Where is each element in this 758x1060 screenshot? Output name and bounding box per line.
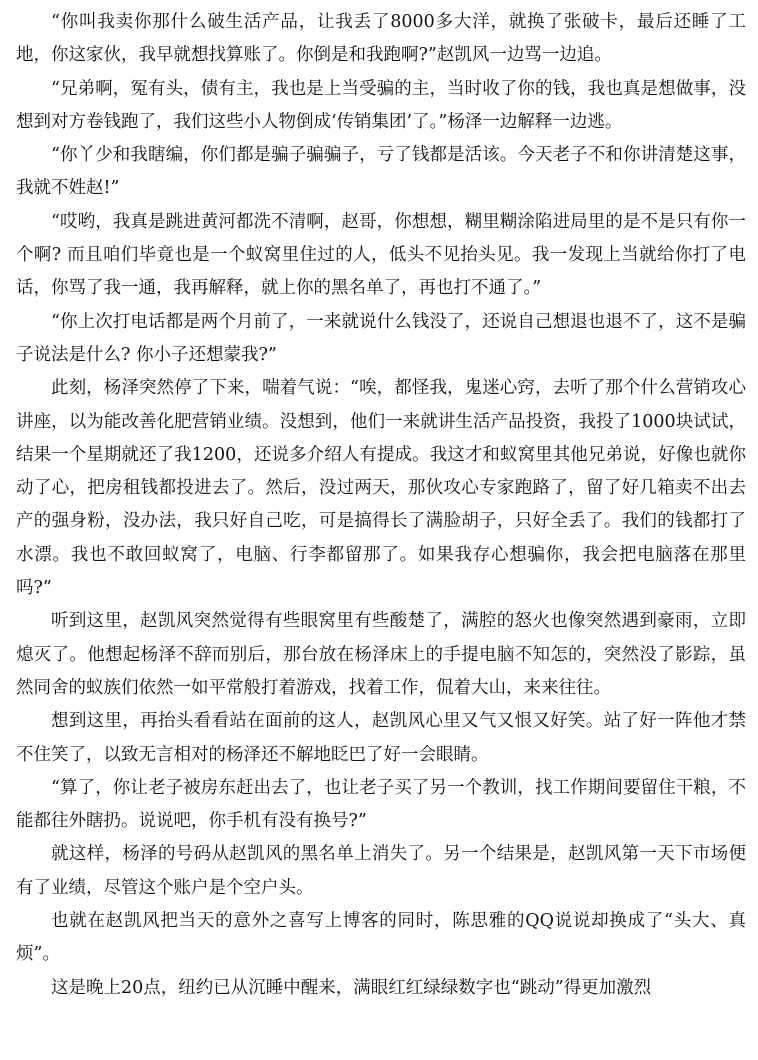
paragraph-6: 此刻，杨泽突然停了下来，喘着气说：“唉，都怪我，鬼迷心窍，去听了那个什么营销攻心讲座，以为能改善化肥营销业绩。没想到，他们一来就讲生活产品投资，我投了1000块试试，结果一个星期就还了我1200，还说多介绍人有提成。我这才和蚁窝里其他兄弟说，好像也就你动了心，把房租钱都投进去了。然后，没过两天，那伙攻心专家跑路了，留了好几箱卖不出去产的强身粉，没办法，我只好自己吃，可是搞得长了满脸胡子，只好全丢了。我们的钱都打了水漂。我也不敢回蚁窝了，电脑、行李都留那了。如果我存心想骗你，我会把电脑落在那里吗?” xyxy=(16,378,746,599)
paragraph-7: 听到这里，赵凯风突然觉得有些眼窝里有些酸楚了，满腔的怒火也像突然遇到豪雨，立即熄灭了。他想起杨泽不辞而别后，那台放在杨泽床上的手提电脑不知怎的，突然没了影踪，虽然同舍的蚁族们依然一如平常般打着游戏，找着工作，侃着大山，来来往往。 xyxy=(16,611,746,698)
paragraph-4: “哎哟，我真是跳进黄河都洗不清啊，赵哥，你想想，糊里糊涂陷进局里的是不是只有你一个啊? 而且咱们毕竟也是一个蚁窝里住过的人，低头不见抬头见。我一发现上当就给你打了电话，你骂了我一通，我再解释，就上你的黑名单了，再也打不通了。” xyxy=(16,211,746,299)
paragraph-10: 就这样，杨泽的号码从赵凯风的黑名单上消失了。另一个结果是，赵凯风第一天下市场便有了业绩，尽管这个账户是个空户头。 xyxy=(16,844,746,898)
paragraph-9: “算了，你让老子被房东赶出去了，也让老子买了另一个教训，找工作期间要留住干粮，不能都往外瞎扔。说说吧，你手机有没有换号?” xyxy=(16,777,746,832)
paragraph-1: “你叫我卖你那什么破生活产品，让我丢了8000多大洋，就换了张破卡，最后还睡了工地，你这家伙，我早就想找算账了。你倒是和我跑啊?”赵凯风一边骂一边追。 xyxy=(16,12,746,66)
paragraph-8: 想到这里，再抬头看看站在面前的这人，赵凯风心里又气又恨又好笑。站了好一阵他才禁不住笑了，以致无言相对的杨泽还不解地眨巴了好一会眼睛。 xyxy=(16,711,746,765)
paragraph-12: 这是晚上20点，纽约已从沉睡中醒来，满眼红红绿绿数字也“跳动”得更加激烈 xyxy=(51,977,652,998)
paragraph-2: “兄弟啊，冤有头，债有主，我也是上当受骗的主，当时收了你的钱，我也真是想做事，没想到对方卷钱跑了，我们这些小人物倒成‘传销集团’了。”杨泽一边解释一边逃。 xyxy=(16,78,746,132)
paragraph-5: “你上次打电话都是两个月前了，一来就说什么钱没了，还说自己想退也退不了，这不是骗子说法是什么? 你小子还想蒙我?” xyxy=(16,311,746,365)
paragraph-3: “你丫少和我瞎编，你们都是骗子骗骗子，亏了钱都是活该。今天老子不和你讲清楚这事，我就不姓赵!” xyxy=(16,145,746,199)
paragraph-11: 也就在赵凯风把当天的意外之喜写上博客的同时，陈思雅的QQ说说却换成了“头大、真烦”。 xyxy=(16,911,746,965)
